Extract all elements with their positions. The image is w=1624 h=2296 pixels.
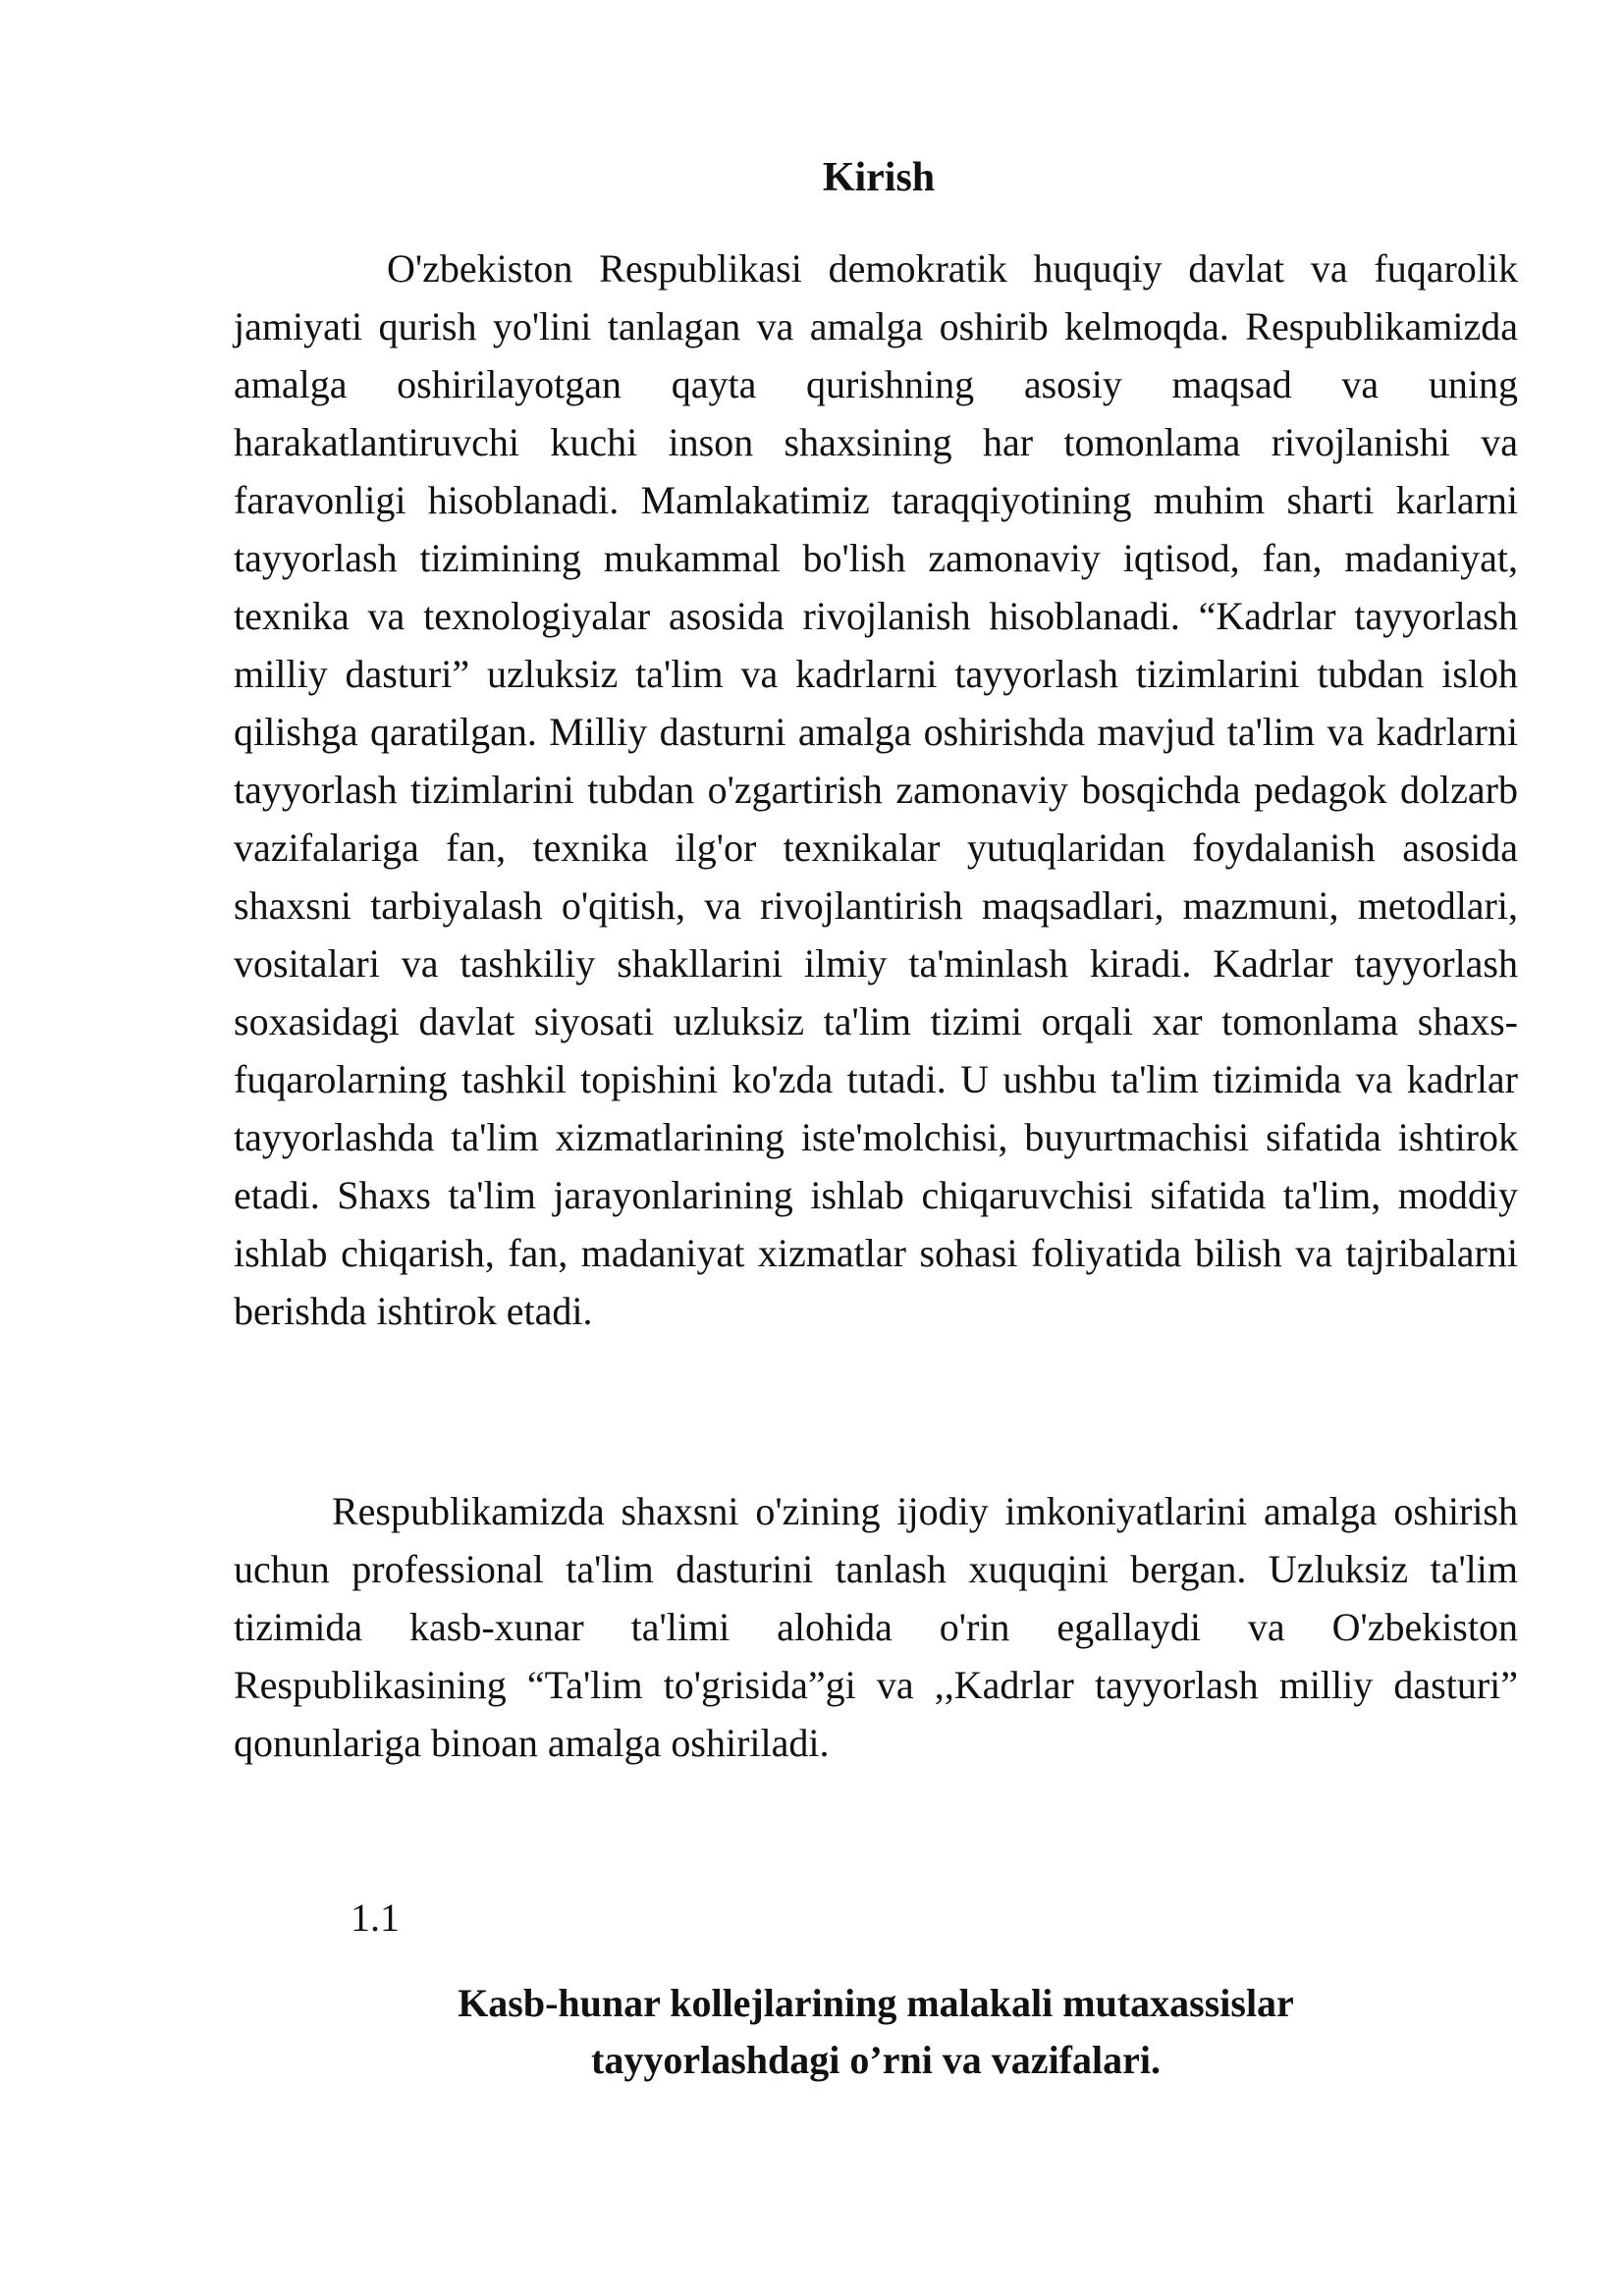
- intro-paragraph-1: O'zbekiston Respublikasi demokratik huquqiy davlat va fuqarolik jamiyati qurish yo'lini tanlagan va amalga oshirib kelmoqda. Respublikamizda amalga oshirilayotgan qayta qurishning asosiy maqsad va uning harakatlantiruvchi kuchi inson shaxsining har tomonlama rivojlanishi va faravonligi hisoblanadi. Mamlakatimiz taraqqiyotining muhim sharti karlarni tayyorlash tizimining mukammal bo'lish zamonaviy iqtisod, fan, madaniyat, texnika va texnologiyalar asosida rivojlanish hisoblanadi. “Kadrlar tayyorlash milliy dasturi” uzluksiz ta'lim va kadrlarni tayyorlash tizimlarini tubdan isloh qilishga qaratilgan. Milliy dasturni amalga oshirishda mavjud ta'lim va kadrlarni tayyorlash tizimlarini tubdan o'zgartirish zamonaviy bosqichda pedagok dolzarb vazifalariga fan, texnika ilg'or texnikalar yutuqlaridan foydalanish asosida shaxsni tarbiyalash o'qitish, va rivojlantirish maqsadlari, mazmuni, metodlari, vositalari va tashkiliy shakllarini ilmiy ta'minlash kiradi. Kadrlar tayyorlash soxasidagi davlat siyosati uzluksiz ta'lim tizimi orqali xar tomonlama shaxs-fuqarolarning tashkil topishini ko'zda tutadi. U ushbu ta'lim tizimida va kadrlar tayyorlashda ta'lim xizmatlarining iste'molchisi, buyurtmachisi sifatida ishtirok etadi. Shaxs ta'lim jarayonlarining ishlab chiqaruvchisi sifatida ta'lim, moddiy ishlab chiqarish, fan, madaniyat xizmatlar sohasi foliyatida bilish va tajribalarni berishda ishtirok etadi.: [234, 246, 1518, 1333]
- section-number: 1.1: [351, 1896, 400, 1940]
- intro-paragraph-2: Respublikamizda shaxsni o'zining ijodiy imkoniyatlarini amalga oshirish uchun professional ta'lim dasturini tanlash xuquqini bergan. Uzluksiz ta'lim tizimida kasb-xunar ta'limi alohida o'rin egallaydi va O'zbekiston Respublikasining “Ta'lim to'grisida”gi va ,,Kadrlar tayyorlash milliy dasturi” qonunlariga binoan amalga oshiriladi.: [234, 1489, 1518, 1765]
- page-title: Kirish: [822, 155, 936, 200]
- section-title: [234, 1975, 1518, 2089]
- section-title-line-2: tayyorlashdagi o’rni va vazifalari.: [591, 2038, 1161, 2082]
- section-title-line-1: Kasb-hunar kollejlarining malakali mutaxassislar: [458, 1981, 1294, 2025]
